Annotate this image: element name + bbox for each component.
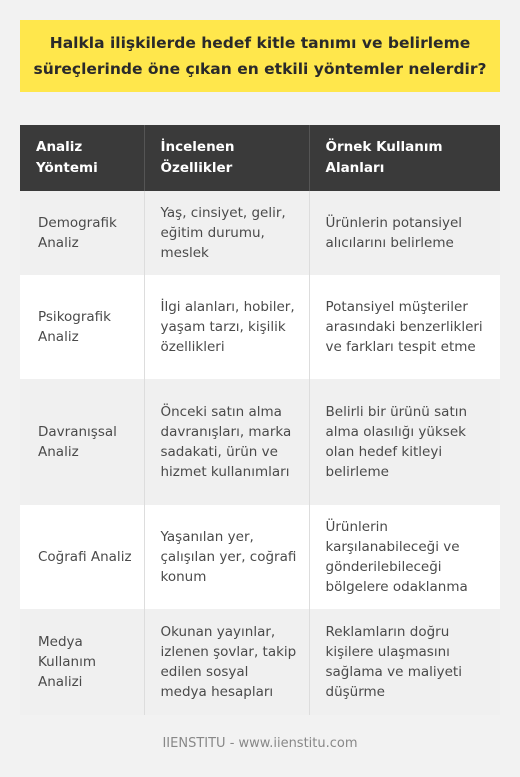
usage-cell: Reklamların doğru kişilere ulaşmasını sağlama ve maliyeti düşürme: [309, 609, 500, 715]
usage-cell: Potansiyel müşteriler arasındaki benzerlikleri ve farkları tespit etme: [309, 275, 500, 379]
header-method: Analiz Yöntemi: [20, 125, 144, 191]
features-cell: Okunan yayınlar, izlenen şovlar, takip edilen sosyal medya hesapları: [144, 609, 309, 715]
method-cell: Coğrafi Analiz: [20, 505, 144, 609]
table-row: [20, 191, 500, 275]
features-cell: Yaşanılan yer, çalışılan yer, coğrafi konum: [144, 505, 309, 609]
features-cell: Önceki satın alma davranışları, marka sadakati, ürün ve hizmet kullanımları: [144, 379, 309, 505]
method-cell: Davranışsal Analiz: [20, 379, 144, 505]
table-row: [20, 379, 500, 505]
table-row: [20, 609, 500, 715]
method-cell: Medya Kullanım Analizi: [20, 609, 144, 715]
usage-cell: Ürünlerin potansiyel alıcılarını belirleme: [309, 191, 500, 275]
method-cell: Demografik Analiz: [20, 191, 144, 275]
usage-cell: Belirli bir ürünü satın alma olasılığı yüksek olan hedef kitleyi belirleme: [309, 379, 500, 505]
table-row: [20, 505, 500, 609]
method-cell: Psikografik Analiz: [20, 275, 144, 379]
page-title: Halkla ilişkilerde hedef kitle tanımı ve belirleme süreçlerinde öne çıkan en etkili yöntemler nelerdir?: [33, 34, 487, 78]
header-usage: Örnek Kullanım Alanları: [309, 125, 500, 191]
header-features: İncelenen Özellikler: [144, 125, 309, 191]
table-header-row: [20, 125, 500, 191]
usage-cell: Ürünlerin karşılanabileceği ve gönderilebileceği bölgelere odaklanma: [309, 505, 500, 609]
title-banner: [20, 20, 500, 92]
footer-credit: IIENSTITU - www.iienstitu.com: [162, 736, 358, 751]
analysis-table: [20, 125, 500, 715]
table-row: [20, 275, 500, 379]
features-cell: Yaş, cinsiyet, gelir, eğitim durumu, meslek: [144, 191, 309, 275]
features-cell: İlgi alanları, hobiler, yaşam tarzı, kişilik özellikleri: [144, 275, 309, 379]
